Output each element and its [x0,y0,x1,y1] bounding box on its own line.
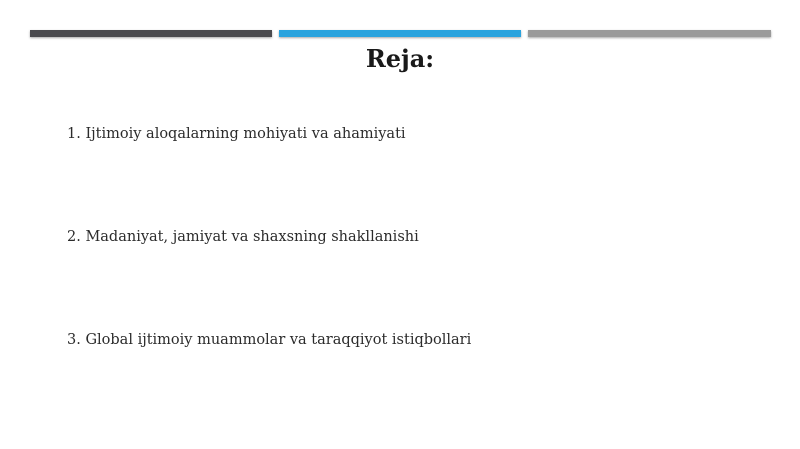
plan-item-1: 1. Ijtimoiy aloqalarning mohiyati va ahamiyati [67,126,406,142]
plan-item-3: 3. Global ijtimoiy muammolar va taraqqiyot istiqbollari [67,332,472,348]
decorative-bar-left [30,30,272,37]
slide-title: Reja: [365,44,435,73]
plan-item-2: 2. Madaniyat, jamiyat va shaxsning shakllanishi [67,229,419,245]
decorative-bar-middle [279,30,521,37]
decorative-bar-right [528,30,771,37]
